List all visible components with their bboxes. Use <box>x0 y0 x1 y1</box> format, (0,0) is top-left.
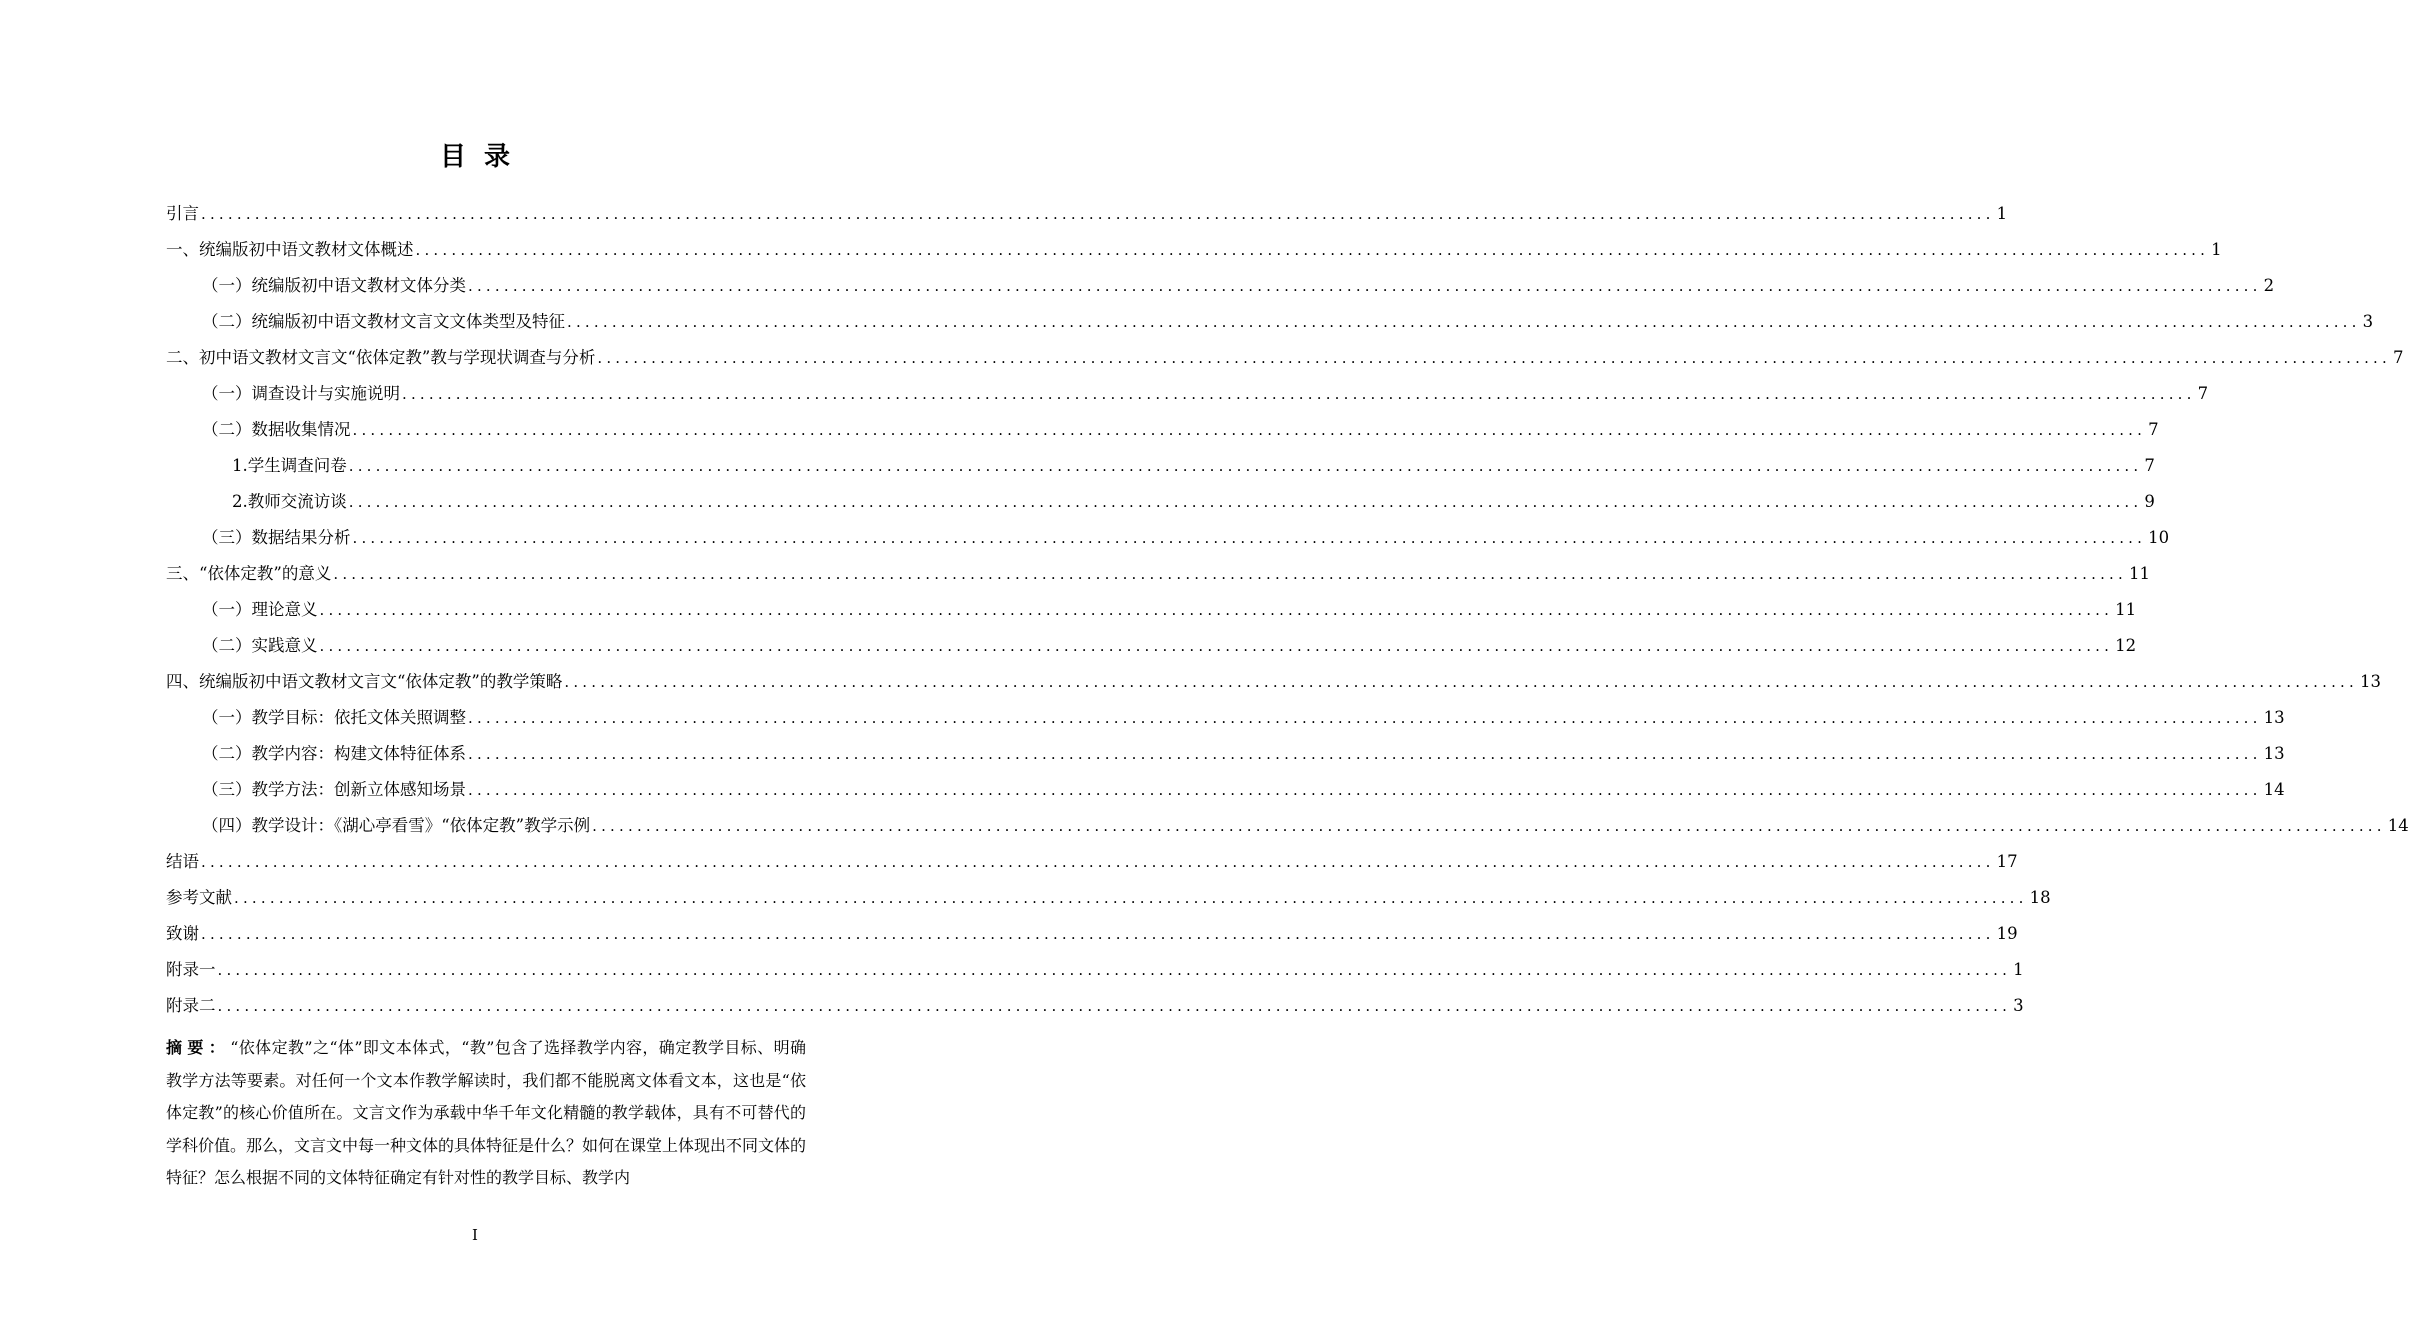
toc-entry[interactable] <box>166 548 2150 584</box>
toc-entry-label: （一）教学目标：依托文体关照调整 <box>202 708 466 727</box>
toc-dot-leader: ........................................................................................................................................................................................................ <box>217 997 2012 1015</box>
toc-dot-leader: ........................................................................................................................................................................................................ <box>352 529 2147 547</box>
toc-entry[interactable] <box>166 656 2381 692</box>
toc-entry-label: 1.学生调查问卷 <box>232 456 347 475</box>
toc-dot-leader: ........................................................................................................................................................................................................ <box>217 961 2012 979</box>
toc-dot-leader: ........................................................................................................................................................................................................ <box>592 817 2386 835</box>
toc-entry-page-number: 1 <box>1996 204 2008 223</box>
toc-entry-label: 致谢 <box>166 924 199 943</box>
toc-dot-leader: ........................................................................................................................................................................................................ <box>402 385 2196 403</box>
toc-entry[interactable] <box>166 728 2285 764</box>
table-of-contents <box>166 188 2409 1016</box>
toc-entry-page-number: 11 <box>2129 564 2150 583</box>
toc-dot-leader: ........................................................................................................................................................................................................ <box>201 925 1995 943</box>
toc-entry-label: （三）数据结果分析 <box>202 528 351 547</box>
toc-entry-label: （四）教学设计：《湖心亭看雪》“依体定教”教学示例 <box>202 816 591 835</box>
toc-entry-page-number: 7 <box>2144 456 2155 475</box>
toc-entry-page-number: 2 <box>2263 276 2275 295</box>
toc-entry-label: （一）统编版初中语文教材文体分类 <box>202 276 466 295</box>
toc-entry-page-number: 18 <box>2029 888 2051 907</box>
toc-dot-leader: ........................................................................................................................................................................................................ <box>201 205 1995 223</box>
toc-entry-label: （二）统编版初中语文教材文言文文体类型及特征 <box>202 312 565 331</box>
toc-entry-label: 一、统编版初中语文教材文体概述 <box>166 240 414 259</box>
toc-entry[interactable] <box>166 404 2159 440</box>
toc-entry[interactable] <box>166 476 2155 512</box>
toc-entry-page-number: 7 <box>2148 420 2159 439</box>
toc-entry[interactable] <box>166 260 2275 296</box>
page-number: I <box>472 1226 478 1244</box>
toc-entry-label: 四、统编版初中语文教材文言文“依体定教”的教学策略 <box>166 672 563 691</box>
toc-dot-leader: ........................................................................................................................................................................................................ <box>468 745 2262 763</box>
toc-dot-leader: ........................................................................................................................................................................................................ <box>348 457 2143 475</box>
toc-entry[interactable] <box>166 944 2024 980</box>
toc-entry-label: （二）实践意义 <box>202 636 318 655</box>
toc-entry-page-number: 19 <box>1996 924 2018 943</box>
toc-entry-label: （二）数据收集情况 <box>202 420 351 439</box>
toc-entry-label: （三）教学方法：创新立体感知场景 <box>202 780 466 799</box>
toc-entry[interactable] <box>166 908 2018 944</box>
toc-dot-leader: ........................................................................................................................................................................................................ <box>468 781 2262 799</box>
toc-entry-page-number: 13 <box>2263 744 2285 763</box>
abstract-text: “依体定教”之“体”即文本体式，“教”包含了选择教学内容，确定教学目标、明确教学方法等要素。对任何一个文本作教学解读时，我们都不能脱离文体看文本，这也是“依体定教”的核心价值所在。文言文作为承载中华千年文化精髓的教学载体，具有不可替代的学科价值。那么，文言文中每一种文体的具体特征是什么？如何在课堂上体现出不同文体的特征？怎么根据不同的文体特征确定有针对性的教学目标、教学内 <box>166 1038 807 1187</box>
toc-entry[interactable] <box>166 872 2051 908</box>
toc-entry-label: （一）调查设计与实施说明 <box>202 384 400 403</box>
toc-entry-label: 参考文献 <box>166 888 232 907</box>
abstract-label: 摘要： <box>166 1038 231 1057</box>
toc-entry[interactable] <box>166 188 2008 224</box>
toc-entry[interactable] <box>166 512 2170 548</box>
toc-dot-leader: ........................................................................................................................................................................................................ <box>415 241 2210 259</box>
toc-entry[interactable] <box>166 584 2137 620</box>
toc-dot-leader: ........................................................................................................................................................................................................ <box>564 673 2358 691</box>
toc-entry-page-number: 7 <box>2393 348 2404 367</box>
toc-entry-label: 附录一 <box>166 960 216 979</box>
toc-entry[interactable] <box>166 620 2137 656</box>
toc-entry-label: 结语 <box>166 852 199 871</box>
toc-entry-label: 附录二 <box>166 996 216 1015</box>
toc-entry-label: 引言 <box>166 204 199 223</box>
toc-dot-leader: ........................................................................................................................................................................................................ <box>319 601 2114 619</box>
toc-entry[interactable] <box>166 980 2024 1016</box>
toc-entry[interactable] <box>166 692 2285 728</box>
toc-entry-page-number: 17 <box>1996 852 2018 871</box>
toc-entry-page-number: 10 <box>2148 528 2170 547</box>
toc-entry[interactable] <box>166 764 2285 800</box>
toc-dot-leader: ........................................................................................................................................................................................................ <box>352 421 2147 439</box>
toc-entry-page-number: 13 <box>2360 672 2381 691</box>
toc-entry-page-number: 1 <box>2211 240 2222 259</box>
toc-entry-page-number: 3 <box>2013 996 2024 1015</box>
toc-entry[interactable] <box>166 224 2222 260</box>
toc-entry[interactable] <box>166 440 2155 476</box>
toc-entry-page-number: 9 <box>2144 492 2155 511</box>
toc-entry-page-number: 7 <box>2197 384 2209 403</box>
toc-dot-leader: ........................................................................................................................................................................................................ <box>348 493 2143 511</box>
toc-entry-page-number: 1 <box>2013 960 2024 979</box>
toc-dot-leader: ........................................................................................................................................................................................................ <box>319 637 2114 655</box>
toc-dot-leader: ........................................................................................................................................................................................................ <box>234 889 2028 907</box>
toc-dot-leader: ........................................................................................................................................................................................................ <box>468 709 2262 727</box>
toc-entry[interactable] <box>166 368 2209 404</box>
toc-entry-label: （二）教学内容：构建文体特征体系 <box>202 744 466 763</box>
toc-entry-label: 三、“依体定教”的意义 <box>166 564 332 583</box>
toc-title: 目录 <box>439 142 528 172</box>
toc-dot-leader: ........................................................................................................................................................................................................ <box>333 565 2127 583</box>
toc-entry-page-number: 14 <box>2387 816 2409 835</box>
toc-entry[interactable] <box>166 800 2409 836</box>
toc-entry-label: 2.教师交流访谈 <box>232 492 347 511</box>
toc-dot-leader: ........................................................................................................................................................................................................ <box>201 853 1995 871</box>
toc-dot-leader: ........................................................................................................................................................................................................ <box>597 349 2391 367</box>
toc-entry-label: 二、初中语文教材文言文“依体定教”教与学现状调查与分析 <box>166 348 596 367</box>
toc-entry-page-number: 14 <box>2263 780 2285 799</box>
toc-dot-leader: ........................................................................................................................................................................................................ <box>468 277 2262 295</box>
toc-dot-leader: ........................................................................................................................................................................................................ <box>567 313 2361 331</box>
abstract <box>166 1032 806 1195</box>
toc-entry-page-number: 11 <box>2115 600 2137 619</box>
toc-entry-page-number: 12 <box>2115 636 2137 655</box>
toc-entry[interactable] <box>166 836 2018 872</box>
toc-entry[interactable] <box>166 296 2374 332</box>
toc-entry-page-number: 13 <box>2263 708 2285 727</box>
toc-entry-page-number: 3 <box>2362 312 2374 331</box>
toc-entry-label: （一）理论意义 <box>202 600 318 619</box>
toc-entry[interactable] <box>166 332 2404 368</box>
